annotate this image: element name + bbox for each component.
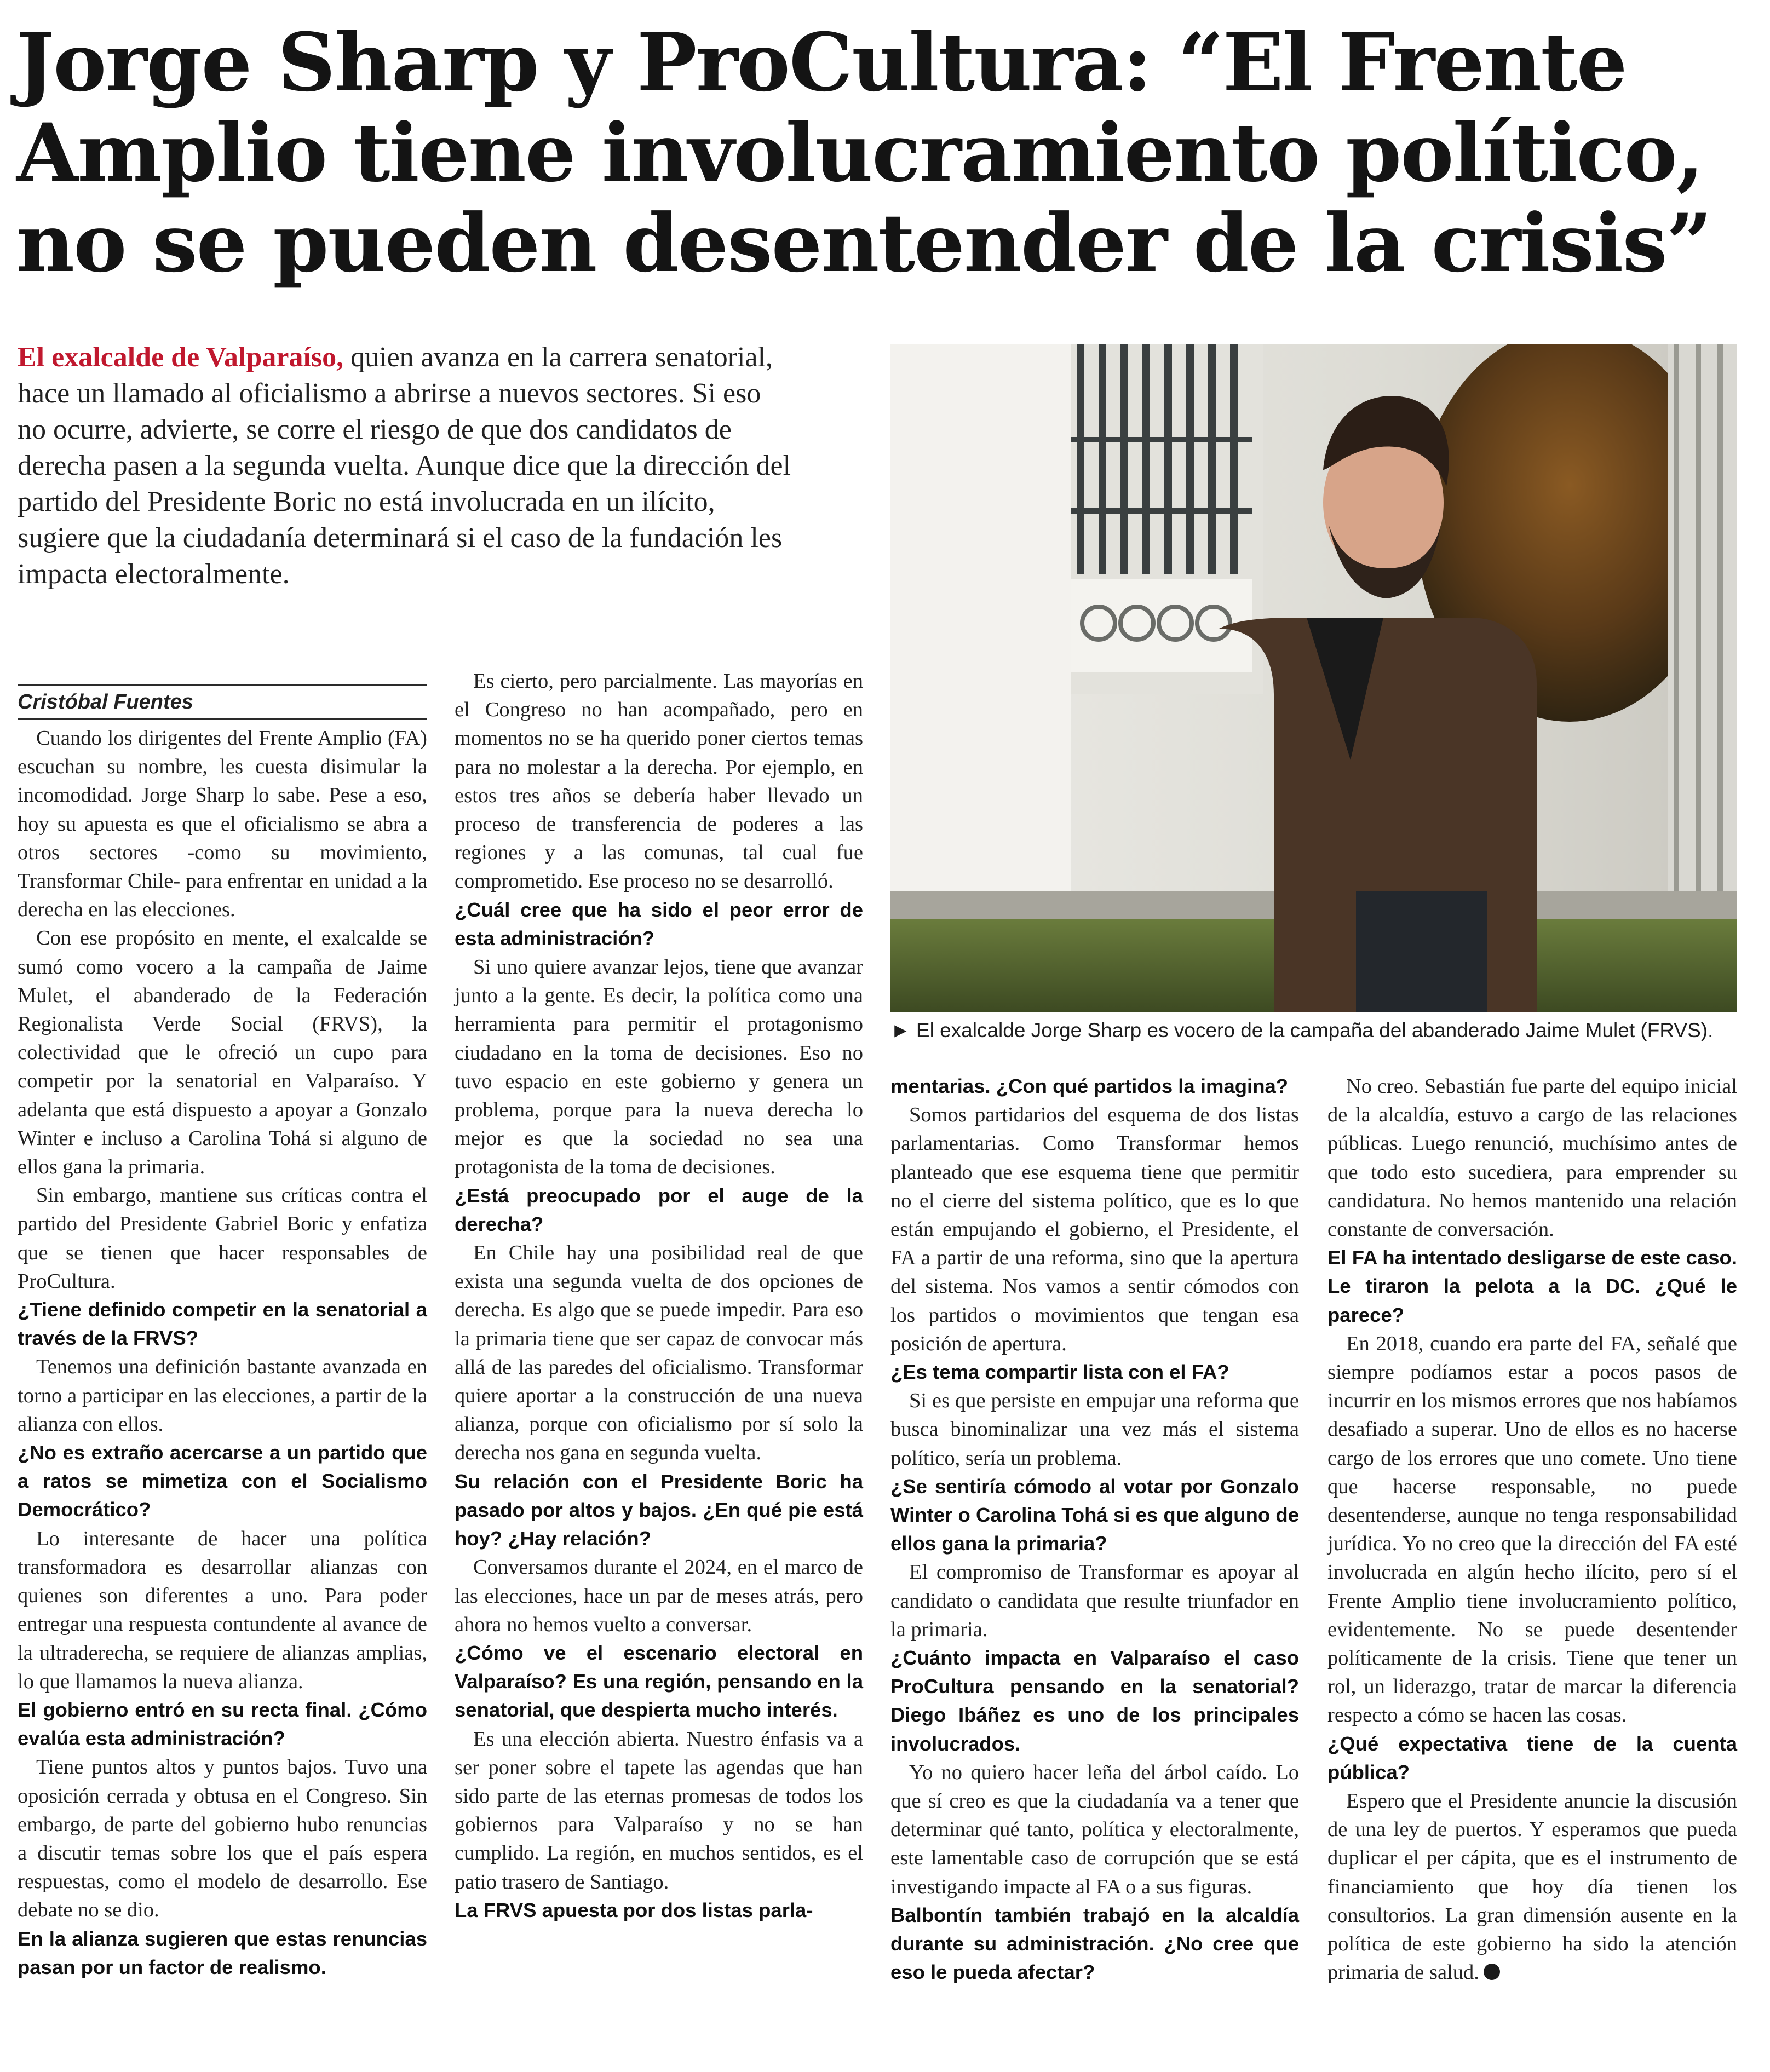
paragraph-text: Conversamos durante el 2024, en el marco de las elecciones, hace un par de meses atrás, pero ahora no hemos vuelto a conversar. [455, 1556, 863, 1636]
interview-question [455, 1639, 863, 1725]
paragraph-text: mentarias. ¿Con qué partidos la imagina? [890, 1075, 1289, 1097]
body-paragraph [890, 1101, 1299, 1358]
paragraph-text: En 2018, cuando era parte del FA, señalé que siempre podíamos estar a pocos pasos de incurrir en los mismos errores que nos habíamos desafiado a superar. Uno de ellos es no hacerse cargo de los errores que uno comete. Uno tiene que hacerse responsable, no puede desentenderse, aunque no tenga responsabilidad jurídica. Yo no creo que la dirección del FA esté involucrada en algún hecho ilícito, pero sí el Frente Amplio tiene involucramiento político, evidentemente. No se puede desentender políticamente de la crisis. Tiene que tener un rol, un liderazgo, tratar de marcar la diferencia respecto a cómo se hacen las cosas. [1328, 1332, 1737, 1727]
paragraph-text: Con ese propósito en mente, el exalcalde se sumó como vocero a la campaña de Jaime Mulet, el abanderado de la Federación Regionalista Verde Social (FRVS), la colectividad que le ofreció un cupo para competir por la senatorial en Valparaíso. Y adelanta que está dispuesto a apoyar a Gonzalo Winter e incluso a Carolina Tohá si alguno de ellos gana la primaria. [18, 926, 427, 1179]
body-paragraph [890, 1758, 1299, 1901]
paragraph-text: Lo interesante de hacer una política transformadora es desarrollar alianzas con quienes son diferentes a uno. Para poder entregar una respuesta contundente al avance de la ultraderecha, se requiere de alianzas amplias, lo que llamamos la nueva alianza. [18, 1527, 427, 1693]
byline: Cristóbal Fuentes [18, 690, 193, 713]
interview-question [1328, 1244, 1737, 1329]
paragraph-text: Es cierto, pero parcialmente. Las mayorías en el Congreso no han acompañado, pero en momentos no se ha querido poner ciertos temas para no molestar a la derecha. Por ejemplo, en estos tres años se debería haber llevado un proceso de transferencia de poderes a las regiones y a las comunas, tal cual fue comprometido. Ese proceso no se desarrolló. [455, 670, 863, 893]
lead-text: quien avanza en la carrera senatorial, hace un llamado al oficialismo a abrirse a nuevos sectores. Si eso no ocurre, advierte, se corre el riesgo de que dos candidatos de derecha pasen a la segunda vuelta. Aunque dice que la dirección del partido del Presidente Boric no está involucrada en un ilícito, sugiere que la ciudadanía determinará si el caso de la fundación les impacta electoralmente. [18, 342, 791, 590]
body-paragraph [1328, 1072, 1737, 1244]
paragraph-text: No creo. Sebastián fue parte del equipo inicial de la alcaldía, estuvo a cargo de las relaciones públicas. Luego renunció, muchísimo antes de que todo esto sucediera, para emprender su candidatura. No hemos mantenido una relación constante de conversación. [1328, 1075, 1737, 1241]
body-paragraph [890, 1386, 1299, 1472]
body-paragraph [455, 1725, 863, 1896]
end-of-article-mark [1484, 1964, 1500, 1980]
paragraph-text: Es una elección abierta. Nuestro énfasis va a ser poner sobre el tapete las agendas que han sido parte de las eternas promesas de todos los gobiernos para Valparaíso y no se han cumplido. La región, en muchos sentidos, es el patio trasero de Santiago. [455, 1727, 863, 1893]
body-paragraph [455, 667, 863, 896]
paragraph-text: Yo no quiero hacer leña del árbol caído. Lo que sí creo es que la ciudadanía va a tener que determinar qué tanto, política y electoralmente, este lamentable caso de corrupción que se está investigando impacte al FA o a sus figuras. [890, 1760, 1299, 1898]
body-paragraph [1328, 1787, 1737, 1987]
paragraph-text: ¿Qué expectativa tiene de la cuenta pública? [1328, 1732, 1737, 1783]
interview-question [890, 1358, 1299, 1386]
interview-question [1328, 1730, 1737, 1787]
body-column-4 [1328, 1072, 1737, 1987]
interview-question [890, 1472, 1299, 1558]
paragraph-text: Si es que persiste en empujar una reforma que busca binominalizar una vez más el sistema político, sería un problema. [890, 1389, 1299, 1470]
paragraph-text: ¿Cuál cree que ha sido el peor error de esta administración? [455, 898, 863, 949]
paragraph-text: Balbontín también trabajó en la alcaldía durante su administración. ¿No cree que eso le pueda afectar? [890, 1903, 1299, 1984]
paragraph-text: ¿Cómo ve el escenario electoral en Valparaíso? Es una región, pensando en la senatorial, que despierta mucho interés. [455, 1641, 863, 1722]
body-paragraph [18, 1753, 427, 1924]
interview-question [18, 1296, 427, 1352]
paragraph-text: Sin embargo, mantiene sus críticas contra el partido del Presidente Gabriel Boric y enfatiza que se tienen que hacer responsables de ProCultura. [18, 1184, 427, 1293]
paragraph-text: ¿Está preocupado por el auge de la derecha? [455, 1184, 863, 1235]
photo-illustration [890, 344, 1737, 1012]
interview-question [455, 1467, 863, 1553]
body-column-1 [18, 724, 427, 1982]
interview-question [18, 1438, 427, 1524]
body-paragraph [18, 1524, 427, 1696]
paragraph-text: ¿Se sentiría cómodo al votar por Gonzalo Winter o Carolina Tohá si es que alguno de ellos gana la primaria? [890, 1475, 1299, 1555]
article-photo [890, 344, 1737, 1012]
paragraph-text: ¿Es tema compartir lista con el FA? [890, 1361, 1229, 1384]
body-paragraph [18, 1352, 427, 1438]
lead-paragraph [18, 339, 795, 592]
paragraph-text: Su relación con el Presidente Boric ha pasado por altos y bajos. ¿En qué pie está hoy? ¿Hay relación? [455, 1470, 863, 1550]
body-paragraph [1328, 1329, 1737, 1730]
paragraph-text: Tenemos una definición bastante avanzada en torno a participar en las elecciones, a partir de la alianza con ellos. [18, 1355, 427, 1436]
interview-question [18, 1925, 427, 1982]
paragraph-text: Cuando los dirigentes del Frente Amplio (FA) escuchan su nombre, les cuesta disimular la incomodidad. Jorge Sharp lo sabe. Pese a eso, hoy su apuesta es que el oficialismo se abra a otros sectores -como su movimiento, Transformar Chile- para enfrentar en unidad a la derecha en las elecciones. [18, 727, 427, 922]
body-paragraph [18, 1181, 427, 1296]
interview-question [890, 1644, 1299, 1758]
paragraph-text: El FA ha intentado desligarse de este caso. Le tiraron la pelota a la DC. ¿Qué le parece? [1328, 1246, 1737, 1326]
paragraph-text: La FRVS apuesta por dos listas parla- [455, 1898, 813, 1921]
interview-question [455, 896, 863, 953]
body-column-2 [455, 667, 863, 1925]
lead-kicker: El exalcalde de Valparaíso, [18, 342, 344, 373]
body-paragraph [18, 924, 427, 1181]
paragraph-text: ¿No es extraño acercarse a un partido que a ratos se mimetiza con el Socialismo Democrático? [18, 1441, 427, 1521]
paragraph-text: Somos partidarios del esquema de dos listas parlamentarias. Como Transformar hemos planteado que ese esquema tiene que permitir no el cierre del sistema político, que es lo que están empujando el gobierno, el Presidente, el FA a partir de una reforma, sino que la apertura del sistema. Nos vamos a sentir cómodos con los partidos o movimientos que tengan esa posición de apertura. [890, 1103, 1299, 1355]
interview-question [455, 1896, 863, 1925]
paragraph-text: ¿Cuánto impacta en Valparaíso el caso ProCultura pensando en la senatorial? Diego Ibáñez es uno de los principales involucrados. [890, 1647, 1299, 1755]
body-paragraph [890, 1558, 1299, 1644]
paragraph-text: El compromiso de Transformar es apoyar al candidato o candidata que resulte triunfador en la primaria. [890, 1561, 1299, 1641]
paragraph-text: ¿Tiene definido competir en la senatorial a través de la FRVS? [18, 1298, 427, 1350]
paragraph-text: Si uno quiere avanzar lejos, tiene que avanzar junto a la gente. Es decir, la política como una herramienta para permitir el protagonismo ciudadano en la toma de decisiones. Eso no tuvo espacio en este gobierno y genera un problema, porque para la nueva derecha lo mejor es que la sociedad no sea una protagonista de la toma de decisiones. [455, 956, 863, 1179]
interview-question [455, 1182, 863, 1239]
paragraph-text: El gobierno entró en su recta final. ¿Cómo evalúa esta administración? [18, 1698, 427, 1750]
body-column-3 [890, 1072, 1299, 1987]
byline-rule-bottom [18, 718, 427, 720]
photo-caption: ► El exalcalde Jorge Sharp es vocero de la campaña del abanderado Jaime Mulet (FRVS). [890, 1019, 1714, 1041]
paragraph-text: En Chile hay una posibilidad real de que exista una segunda vuelta de dos opciones de derecha. Es algo que se puede impedir. Para eso la primaria tiene que ser capaz de convocar más allá de las paredes del oficialismo. Transformar quiere aportar a la construcción de una nueva alianza, porque con oficialismo por sí solo la derecha nos gana en segunda vuelta. [455, 1241, 863, 1465]
interview-question [890, 1901, 1299, 1987]
byline-rule-top [18, 684, 427, 686]
paragraph-text: Tiene puntos altos y puntos bajos. Tuvo una oposición cerrada y obtusa en el Congreso. Sin embargo, de parte del gobierno hubo renuncias a discutir temas sobre los que el país espera respuestas, como el modelo de desarrollo. Ese debate no se dio. [18, 1756, 427, 1922]
body-paragraph [455, 1239, 863, 1467]
body-paragraph [455, 953, 863, 1182]
paragraph-text: Espero que el Presidente anuncie la discusión de una ley de puertos. Y esperamos que pueda duplicar el per cápita, que es el instrumento de financiamiento que hoy día tienen los consultorios. La gran dimensión ausente en la política de este gobierno ha sido la atención primaria de salud. [1328, 1789, 1737, 1984]
interview-question [890, 1072, 1299, 1101]
headline: Jorge Sharp y ProCultura: “El Frente Amplio tiene involucramiento político, no se pueden desentender de la crisis” [16, 16, 1711, 290]
body-paragraph [18, 724, 427, 924]
body-paragraph [455, 1553, 863, 1639]
paragraph-text: En la alianza sugieren que estas renuncias pasan por un factor de realismo. [18, 1927, 427, 1978]
interview-question [18, 1696, 427, 1753]
